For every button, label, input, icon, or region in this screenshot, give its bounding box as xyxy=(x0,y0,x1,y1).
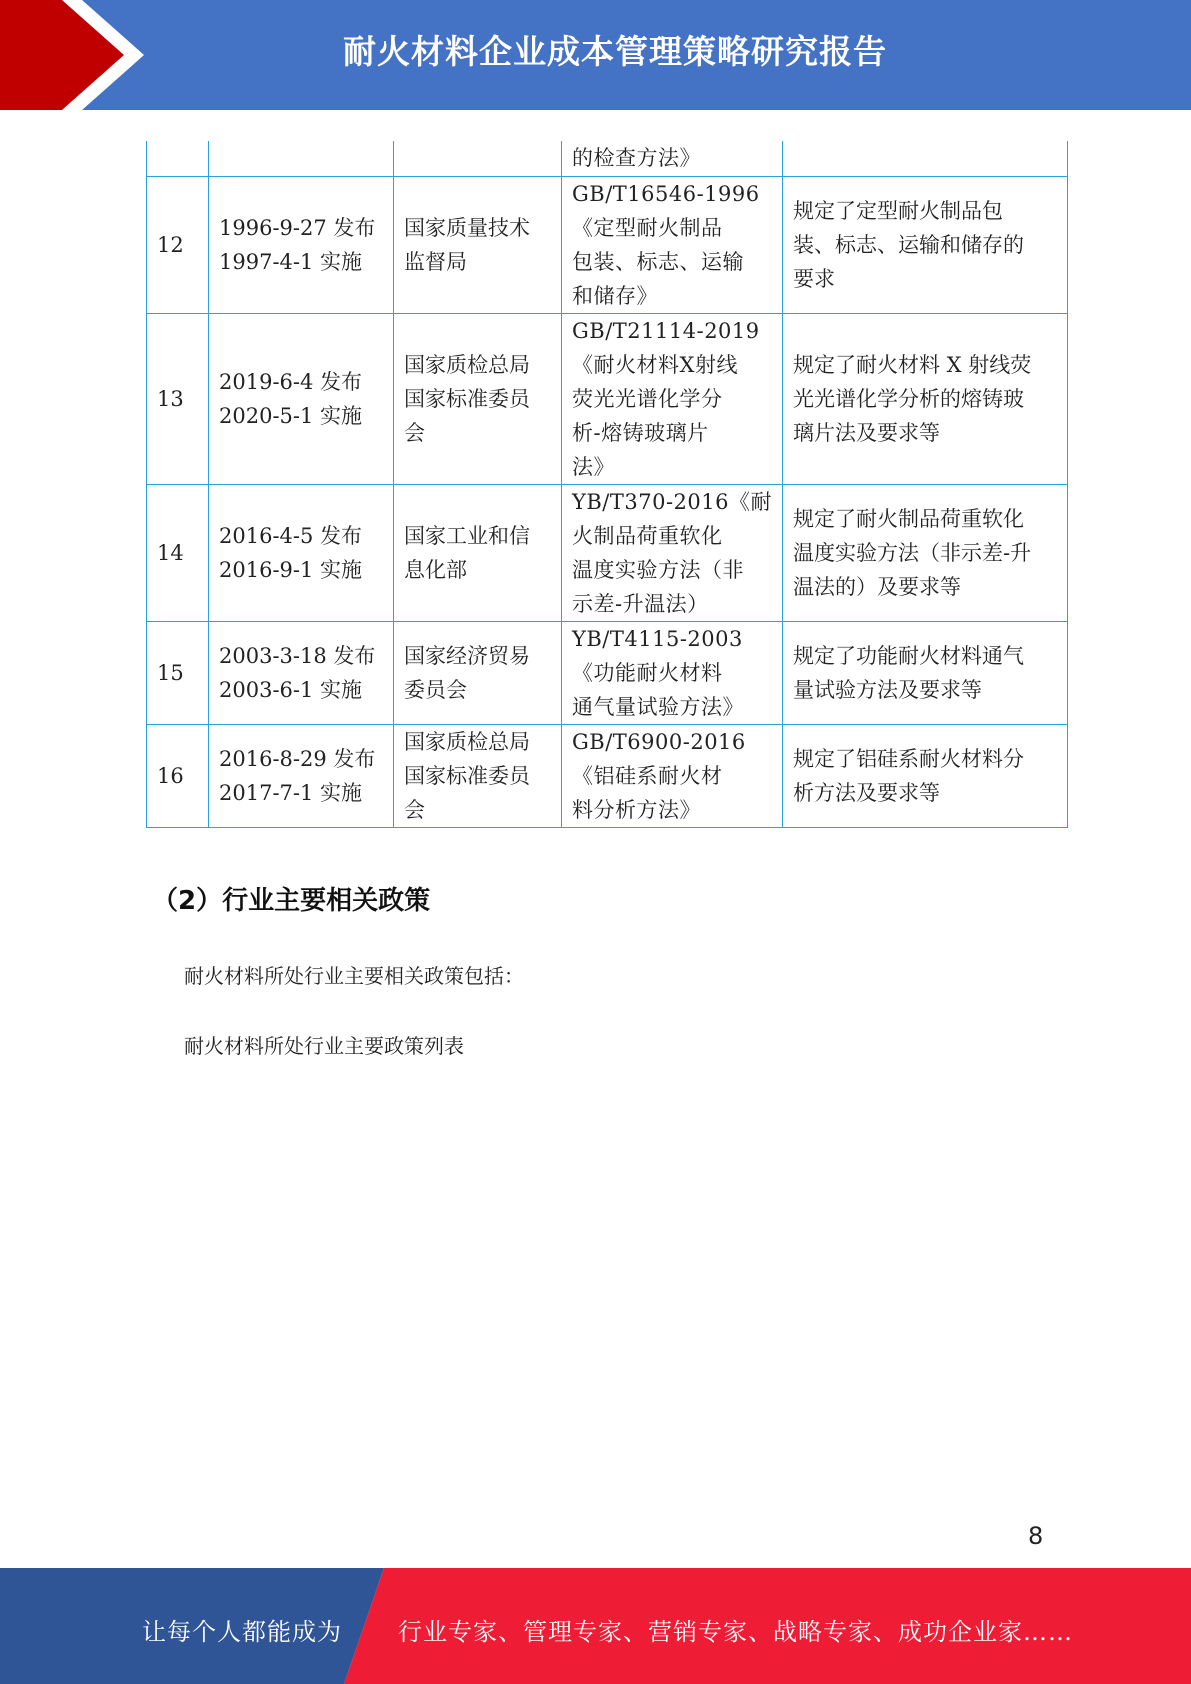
cell-issuer xyxy=(394,141,562,176)
table-row xyxy=(147,313,1068,484)
page-footer xyxy=(0,1568,1191,1684)
table-row-continued xyxy=(147,141,1068,176)
cell-line: 2016-9-1 实施 xyxy=(219,557,363,582)
footer-slogan-right: 行业专家、管理专家、营销专家、战略专家、成功企业家…… xyxy=(398,1618,1073,1646)
cell-line: 荧光光谱化学分 xyxy=(572,386,723,411)
cell-standard xyxy=(562,724,783,827)
cell-no: 14 xyxy=(147,484,209,621)
cell-line: 国家标准委员 xyxy=(404,386,530,411)
table-row xyxy=(147,724,1068,827)
cell-line: 光光谱化学分析的熔铸玻 xyxy=(793,386,1024,411)
cell-content xyxy=(783,724,1068,827)
cell-line: 要求 xyxy=(793,266,835,291)
cell-date xyxy=(209,141,394,176)
cell-standard xyxy=(562,176,783,313)
cell-line: 规定了耐火材料 X 射线荧 xyxy=(793,352,1032,377)
table-row xyxy=(147,176,1068,313)
section-heading: （2）行业主要相关政策 xyxy=(152,886,431,916)
cell-line: YB/T370-2016《耐 xyxy=(572,489,772,514)
cell-line: 火制品荷重软化 xyxy=(572,523,723,548)
cell-line: 委员会 xyxy=(404,677,467,702)
cell-issuer xyxy=(394,724,562,827)
cell-line: 规定了定型耐火制品包 xyxy=(793,198,1003,223)
table-row xyxy=(147,621,1068,724)
page-number: 8 xyxy=(1028,1522,1044,1550)
cell-date xyxy=(209,176,394,313)
cell-content xyxy=(783,141,1068,176)
cell-line: 料分析方法》 xyxy=(572,797,701,822)
cell-line: 2020-5-1 实施 xyxy=(219,403,363,428)
cell-line: 监督局 xyxy=(404,249,467,274)
cell-standard xyxy=(562,313,783,484)
cell-line: 国家经济贸易 xyxy=(404,643,530,668)
cell-no: 13 xyxy=(147,313,209,484)
cell-line: 国家质检总局 xyxy=(404,729,530,754)
cell-line: 示差-升温法） xyxy=(572,591,709,616)
cell-line: 析方法及要求等 xyxy=(793,780,940,805)
page-header xyxy=(0,0,1191,110)
cell-issuer xyxy=(394,484,562,621)
cell-content xyxy=(783,313,1068,484)
cell-line: 量试验方法及要求等 xyxy=(793,677,982,702)
cell-line: 装、标志、运输和储存的 xyxy=(793,232,1024,257)
cell-line: 息化部 xyxy=(404,557,467,582)
cell-line: 规定了功能耐火材料通气 xyxy=(793,643,1024,668)
cell-line: 国家标准委员 xyxy=(404,763,530,788)
cell-line: 2003-6-1 实施 xyxy=(219,677,363,702)
cell-date xyxy=(209,484,394,621)
cell-date xyxy=(209,313,394,484)
cell-no: 15 xyxy=(147,621,209,724)
cell-line: 国家工业和信 xyxy=(404,523,530,548)
cell-line: 2019-6-4 发布 xyxy=(219,369,363,394)
cell-line: 璃片法及要求等 xyxy=(793,420,940,445)
cell-line: GB/T21114-2019 xyxy=(572,318,760,343)
cell-line: 会 xyxy=(404,797,425,822)
cell-standard xyxy=(562,621,783,724)
cell-content xyxy=(783,621,1068,724)
standards-table-body xyxy=(147,141,1068,827)
cell-line: 国家质检总局 xyxy=(404,352,530,377)
cell-line: 1996-9-27 发布 xyxy=(219,215,376,240)
cell-line: GB/T6900-2016 xyxy=(572,729,746,754)
cell-line: 包装、标志、运输 xyxy=(572,249,744,274)
table-row xyxy=(147,484,1068,621)
cell-content xyxy=(783,484,1068,621)
cell-no: 12 xyxy=(147,176,209,313)
cell-line: 2017-7-1 实施 xyxy=(219,780,363,805)
cell-standard xyxy=(562,141,783,176)
cell-line: 法》 xyxy=(572,454,615,479)
cell-line: 规定了耐火制品荷重软化 xyxy=(793,506,1024,531)
cell-content xyxy=(783,176,1068,313)
cell-line: 和储存》 xyxy=(572,283,658,308)
cell-issuer xyxy=(394,176,562,313)
cell-line: 温法的）及要求等 xyxy=(793,574,961,599)
cell-line: 《定型耐火制品 xyxy=(572,215,723,240)
policy-list-caption: 耐火材料所处行业主要政策列表 xyxy=(184,1034,464,1058)
cell-line: 1997-4-1 实施 xyxy=(219,249,363,274)
cell-line: 析-熔铸玻璃片 xyxy=(572,420,709,445)
cell-no: 16 xyxy=(147,724,209,827)
cell-line: 国家质量技术 xyxy=(404,215,530,240)
cell-line: 温度实验方法（非 xyxy=(572,557,744,582)
cell-line: 《铝硅系耐火材 xyxy=(572,763,723,788)
cell-line: 的检查方法》 xyxy=(572,146,701,171)
cell-issuer xyxy=(394,313,562,484)
cell-line: 2016-4-5 发布 xyxy=(219,523,363,548)
cell-no xyxy=(147,141,209,176)
cell-line: 会 xyxy=(404,420,425,445)
cell-line: 2016-8-29 发布 xyxy=(219,746,376,771)
cell-standard xyxy=(562,484,783,621)
footer-slogan-left: 让每个人都能成为 xyxy=(142,1618,342,1646)
report-title: 耐火材料企业成本管理策略研究报告 xyxy=(343,32,887,71)
cell-line: 《功能耐火材料 xyxy=(572,660,723,685)
cell-line: 通气量试验方法》 xyxy=(572,694,744,719)
cell-line: 温度实验方法（非示差-升 xyxy=(793,540,1032,565)
cell-line: 2003-3-18 发布 xyxy=(219,643,376,668)
cell-line: 《耐火材料X射线 xyxy=(572,352,738,377)
policy-intro-paragraph: 耐火材料所处行业主要相关政策包括： xyxy=(184,964,524,988)
cell-date xyxy=(209,621,394,724)
cell-date xyxy=(209,724,394,827)
cell-line: YB/T4115-2003 xyxy=(572,626,743,651)
standards-table xyxy=(146,141,1068,828)
cell-line: GB/T16546-1996 xyxy=(572,181,760,206)
cell-line: 规定了铝硅系耐火材料分 xyxy=(793,746,1024,771)
cell-issuer xyxy=(394,621,562,724)
